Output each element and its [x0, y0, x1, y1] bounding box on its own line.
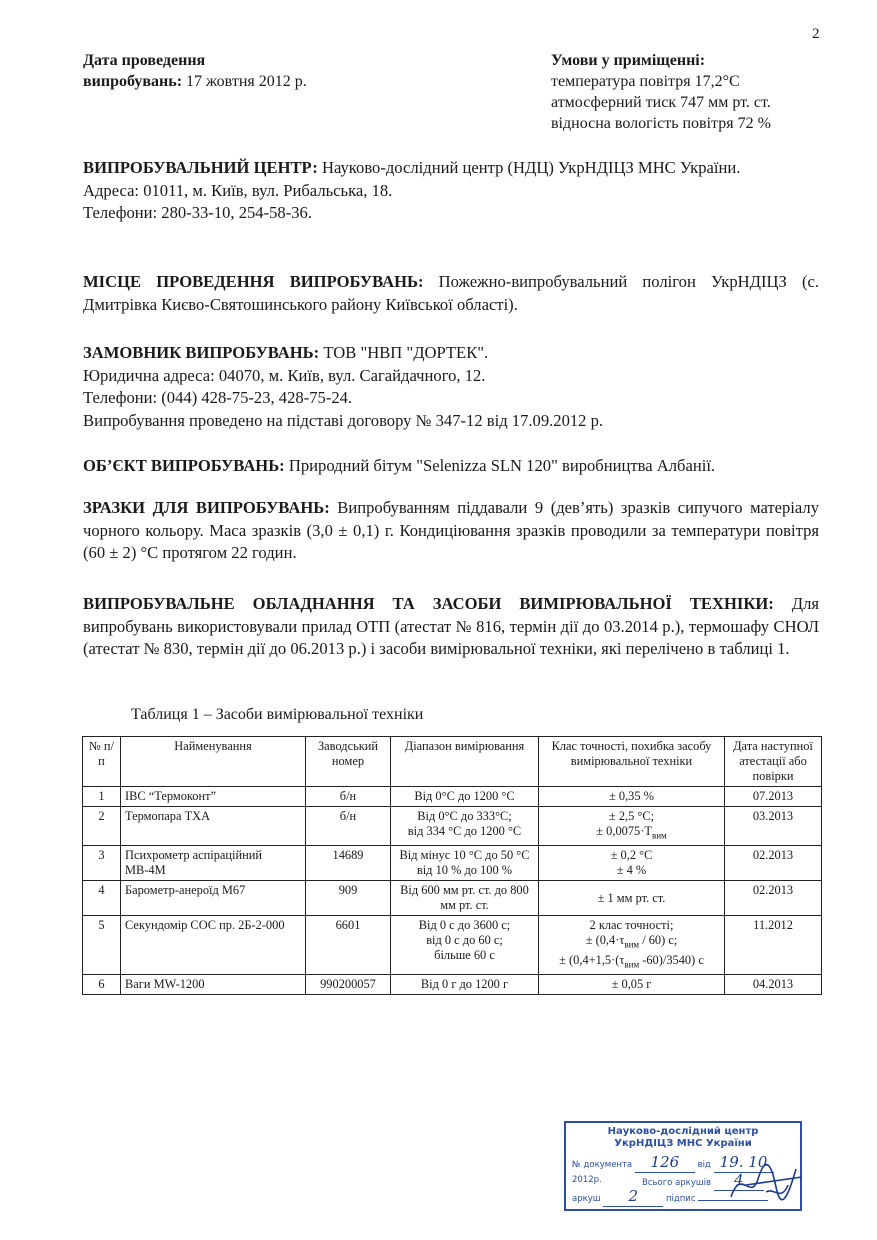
cell-accuracy: ± 0,05 г: [539, 975, 725, 995]
test-place-label: МІСЦЕ ПРОВЕДЕННЯ ВИПРОБУВАНЬ:: [83, 272, 424, 291]
stamp-line1: Науково-дослідний центр: [607, 1126, 759, 1137]
test-center-address: Адреса: 01011, м. Київ, вул. Рибальська, 18.: [83, 180, 393, 200]
customer-contract: Випробування проведено на підставі договору № 347-12 від 17.09.2012 р.: [83, 410, 604, 430]
stamp-date-label: від: [697, 1160, 711, 1170]
cell-range: Від 0 г до 1200 г: [391, 975, 539, 995]
customer-phones: Телефони: (044) 428-75-23, 428-75-24.: [83, 388, 353, 407]
cell-accuracy: [539, 807, 725, 846]
test-center-phones: Телефони: 280-33-10, 254-58-36.: [83, 203, 312, 222]
cell-serial: б/н: [306, 807, 391, 846]
stamp-sign-label: підпис: [665, 1194, 696, 1204]
accuracy-line: ± $(0,4\cdot\tau_{вим} / 60)$ с;: [585, 933, 678, 950]
cell-date: 04.2013: [725, 975, 822, 995]
registration-stamp: [564, 1121, 802, 1211]
signature-scribble: [726, 1157, 806, 1207]
test-place-text: Пожежно-випробувальний полігон УкрНДІЦЗ (с. Дмитрівка Києво-Святошинського району Київської області).: [83, 272, 819, 314]
test-object-section: [83, 455, 819, 478]
cell-date: 11.2012: [725, 916, 822, 975]
equipment-text: Для випробувань використовували прилад ОТП (атестат № 816, термін дії до 03.2014 р.), термошафу СНОЛ (атестат № 830, термін дії до 06.2013 р.) і засоби вимірювальної техніки, які перелічено в таблиці 1.: [83, 594, 819, 658]
customer-label: ЗАМОВНИК ВИПРОБУВАНЬ:: [83, 343, 320, 362]
cell-accuracy: ± 1 мм рт. ст.: [539, 881, 725, 916]
stamp-year-label: 2012р.: [572, 1175, 602, 1185]
cell-no: 2: [83, 807, 121, 846]
cell-no: 4: [83, 881, 121, 916]
samples-label: ЗРАЗКИ ДЛЯ ВИПРОБУВАНЬ:: [83, 498, 330, 517]
cell-serial: 14689: [306, 846, 391, 881]
room-condition-humidity: відносна вологість повітря 72 %: [551, 115, 771, 132]
stamp-sheets-label: Всього аркушів: [642, 1178, 712, 1188]
table-header-row: [83, 737, 822, 787]
cell-accuracy: [539, 916, 725, 975]
cell-name: Барометр-анероїд М67: [121, 881, 306, 916]
cell-serial: 909: [306, 881, 391, 916]
cell-range: Від 0°С до 333°С; від 334 °С до 1200 °С: [391, 807, 539, 846]
stamp-doc-label: № документа: [572, 1160, 633, 1170]
table-caption: Таблиця 1 – Засоби вимірювальної техніки: [131, 706, 424, 723]
stamp-sheets-value: 4: [733, 1171, 744, 1189]
cell-accuracy: ± 0,2 °С ± 4 %: [539, 846, 725, 881]
test-date-block: [83, 50, 307, 92]
cell-serial: б/н: [306, 787, 391, 807]
cell-serial: 6601: [306, 916, 391, 975]
cell-date: 03.2013: [725, 807, 822, 846]
accuracy-line: ± $0,0075\cdot Т_{вим}$: [596, 824, 667, 841]
accuracy-line: ± ($0,4+1,5\cdot(\tau_{вим}$ -60)/3540) с: [559, 952, 704, 970]
table-row: [83, 787, 822, 807]
customer-section: [83, 342, 819, 432]
table-row: [83, 975, 822, 995]
cell-no: 5: [83, 916, 121, 975]
cell-name: Термопара ТХА: [121, 807, 306, 846]
room-condition-temperature: температура повітря 17,2°С: [551, 73, 740, 90]
header-serial: Заводський номер: [306, 737, 391, 787]
header-range: Діапазон вимірювання: [391, 737, 539, 787]
cell-name: Секундомір СОС пр. 2Б-2-000: [121, 916, 306, 975]
table-row: [83, 881, 822, 916]
samples-text: Випробуванням піддавали 9 (дев’ять) зразків сипучого матеріалу чорного кольору. Маса зразків (3,0 ± 0,1) г. Кондиціювання зразків проводили за температури повітря (60 ± 2) °С протягом 22 годин.: [83, 498, 820, 562]
equipment-label: ВИПРОБУВАЛЬНЕ ОБЛАДНАННЯ ТА ЗАСОБИ ВИМІРЮВАЛЬНОЇ ТЕХНІКИ:: [83, 594, 774, 613]
equipment-table: [82, 736, 822, 995]
table-row: [83, 846, 822, 881]
cell-date: 02.2013: [725, 846, 822, 881]
cell-range: Від 0 с до 3600 с; від 0 с до 60 с; більше 60 с: [391, 916, 539, 975]
cell-range: Від мінус 10 °С до 50 °С від 10 % до 100 %: [391, 846, 539, 881]
room-conditions-label: Умови у приміщенні:: [551, 52, 706, 69]
header-date: Дата наступної атестації або повірки: [725, 737, 822, 787]
test-center-text: Науково-дослідний центр (НДЦ) УкрНДІЦЗ МНС України.: [322, 158, 741, 177]
header-accuracy: Клас точності, похибка засобу вимірювальної техніки: [539, 737, 725, 787]
cell-name: Психрометр аспіраційний МВ-4М: [121, 846, 306, 881]
room-conditions-block: [551, 50, 771, 134]
test-object-label: ОБ’ЄКТ ВИПРОБУВАНЬ:: [83, 456, 285, 475]
table-row: [83, 807, 822, 846]
test-center-section: [83, 157, 819, 225]
cell-name: Ваги MW-1200: [121, 975, 306, 995]
cell-range: Від 600 мм рт. ст. до 800 мм рт. ст.: [391, 881, 539, 916]
header-name: Найменування: [121, 737, 306, 787]
header-no: № п/п: [83, 737, 121, 787]
page-number: 2: [812, 26, 820, 42]
cell-date: 07.2013: [725, 787, 822, 807]
cell-accuracy: ± 0,35 %: [539, 787, 725, 807]
customer-name: ТОВ "НВП "ДОРТЕК".: [323, 343, 489, 362]
equipment-section: [83, 593, 819, 661]
test-object-text: Природний бітум "Selenizza SLN 120" виробництва Албанії.: [288, 456, 716, 475]
test-date-label-line2: випробувань:: [83, 73, 183, 90]
cell-name: ІВС “Термоконт”: [121, 787, 306, 807]
test-date-label-line1: Дата проведення: [83, 52, 206, 69]
room-condition-pressure: атмосферний тиск 747 мм рт. ст.: [551, 94, 771, 111]
stamp-doc-value: 126: [650, 1153, 680, 1171]
test-place-section: [83, 271, 819, 316]
samples-section: [83, 497, 819, 565]
stamp-date-value: 19. 10: [719, 1153, 768, 1171]
cell-no: 3: [83, 846, 121, 881]
table-row: [83, 916, 822, 975]
test-date-value: 17 жовтня 2012 р.: [186, 73, 307, 90]
stamp-sheet-value: 2: [628, 1187, 639, 1205]
cell-no: 6: [83, 975, 121, 995]
customer-address: Юридична адреса: 04070, м. Київ, вул. Сагайдачного, 12.: [83, 365, 486, 385]
cell-serial: 990200057: [306, 975, 391, 995]
cell-no: 1: [83, 787, 121, 807]
accuracy-line: 2 клас точності;: [589, 918, 674, 933]
stamp-line2: УкрНДІЦЗ МНС України: [614, 1138, 752, 1149]
test-center-label: ВИПРОБУВАЛЬНИЙ ЦЕНТР:: [83, 158, 318, 177]
accuracy-line: ± 2,5 °С;: [608, 809, 655, 823]
cell-range: Від 0°С до 1200 °С: [391, 787, 539, 807]
cell-date: 02.2013: [725, 881, 822, 916]
stamp-sheet-label: аркуш: [572, 1194, 601, 1204]
